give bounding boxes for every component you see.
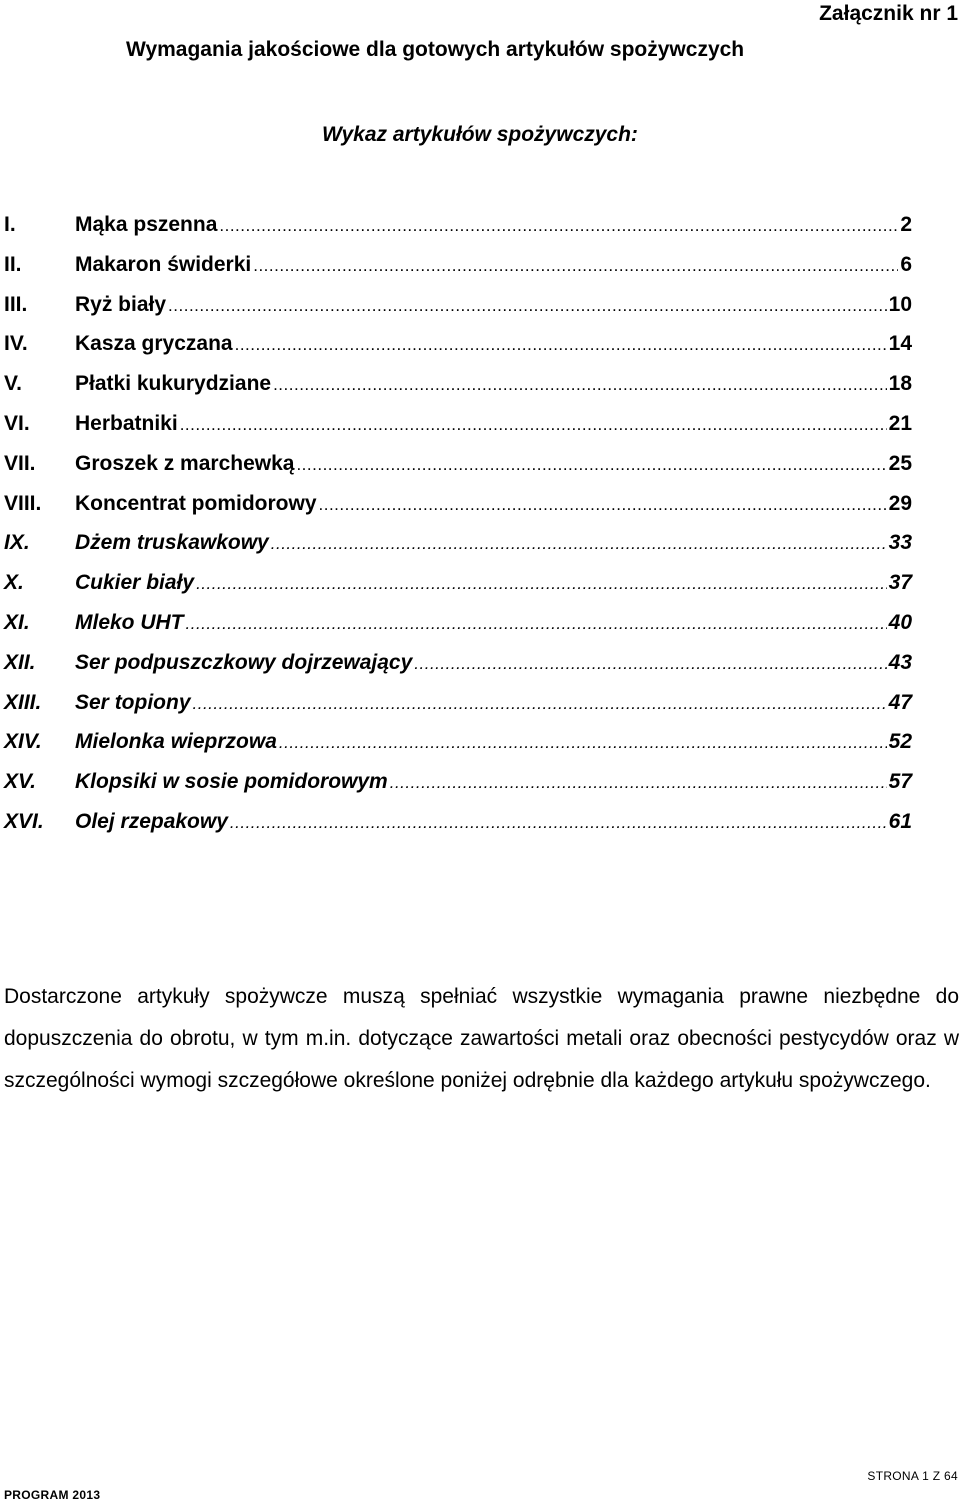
dot-leader bbox=[193, 694, 887, 714]
toc-page-number: 37 bbox=[888, 571, 912, 595]
toc-number: XI. bbox=[4, 610, 30, 634]
toc-label: Mleko UHT bbox=[75, 610, 184, 634]
dot-leader bbox=[180, 415, 887, 435]
toc-page-number: 52 bbox=[888, 730, 912, 754]
toc-label: Kasza gryczana bbox=[75, 332, 233, 356]
toc-number: XIV. bbox=[4, 730, 42, 754]
toc-page-number: 2 bbox=[900, 213, 912, 236]
toc-entry[interactable] bbox=[4, 810, 912, 850]
toc-label: Groszek z marchewką bbox=[75, 451, 295, 475]
dot-leader bbox=[168, 296, 887, 316]
dot-leader bbox=[319, 495, 887, 515]
dot-leader bbox=[279, 733, 887, 753]
toc-page-number: 29 bbox=[888, 491, 912, 515]
document-title: Wymagania jakościowe dla gotowych artykułów spożywczych bbox=[126, 38, 745, 61]
toc-entry[interactable] bbox=[4, 730, 912, 770]
toc-page-number: 18 bbox=[888, 372, 912, 396]
table-of-contents bbox=[4, 213, 912, 850]
toc-number: I. bbox=[4, 213, 16, 236]
toc-entry[interactable] bbox=[4, 452, 912, 492]
toc-label: Ser podpuszczkowy dojrzewający bbox=[75, 650, 413, 674]
toc-number: V. bbox=[4, 372, 22, 396]
toc-number: VII. bbox=[4, 451, 36, 475]
toc-number: III. bbox=[4, 292, 28, 316]
toc-number: XIII. bbox=[4, 690, 42, 714]
dot-leader bbox=[296, 455, 886, 475]
toc-page-number: 14 bbox=[888, 332, 912, 356]
toc-page-number: 33 bbox=[888, 531, 912, 555]
toc-entry[interactable] bbox=[4, 531, 912, 571]
toc-number: II. bbox=[4, 252, 22, 276]
toc-page-number: 6 bbox=[900, 252, 912, 276]
dot-leader bbox=[219, 216, 898, 236]
toc-entry[interactable] bbox=[4, 253, 912, 293]
requirements-paragraph: Dostarczone artykuły spożywcze muszą spełniać wszystkie wymagania prawne niezbędne do dopuszczenia do obrotu, w tym m.in. dotyczące zawartości metali oraz obecności pestycydów oraz w szczególności wymogi szczegółowe określone poniżej odrębnie dla każdego artykułu spożywczego. bbox=[4, 985, 959, 1092]
toc-label: Mielonka wieprzowa bbox=[75, 730, 277, 754]
toc-entry[interactable] bbox=[4, 213, 912, 253]
toc-label: Herbatniki bbox=[75, 411, 178, 435]
toc-entry[interactable] bbox=[4, 492, 912, 532]
toc-page-number: 43 bbox=[888, 650, 912, 674]
toc-entry[interactable] bbox=[4, 332, 912, 372]
toc-page-number: 47 bbox=[888, 690, 912, 714]
toc-label: Mąka pszenna bbox=[75, 213, 218, 236]
footer-page-number: STRONA 1 Z 64 bbox=[867, 1469, 958, 1483]
toc-page-number: 57 bbox=[888, 770, 912, 794]
toc-label: Koncentrat pomidorowy bbox=[75, 491, 317, 515]
toc-entry[interactable] bbox=[4, 571, 912, 611]
dot-leader bbox=[196, 574, 887, 594]
toc-number: VIII. bbox=[4, 491, 42, 515]
toc-page-number: 61 bbox=[888, 809, 912, 833]
list-heading: Wykaz artykułów spożywczych: bbox=[322, 123, 638, 146]
dot-leader bbox=[414, 654, 886, 674]
toc-number: XVI. bbox=[4, 809, 44, 833]
toc-number: VI. bbox=[4, 411, 30, 435]
toc-number: IX. bbox=[4, 531, 30, 555]
toc-entry[interactable] bbox=[4, 611, 912, 651]
toc-label: Płatki kukurydziane bbox=[75, 372, 272, 396]
toc-number: X. bbox=[4, 571, 24, 595]
toc-entry[interactable] bbox=[4, 412, 912, 452]
toc-label: Ryż biały bbox=[75, 292, 167, 316]
toc-number: IV. bbox=[4, 332, 28, 356]
toc-entry[interactable] bbox=[4, 691, 912, 731]
toc-label: Makaron świderki bbox=[75, 252, 252, 276]
toc-entry[interactable] bbox=[4, 293, 912, 333]
dot-leader bbox=[235, 335, 887, 355]
footer-program: PROGRAM 2013 bbox=[4, 1488, 101, 1502]
toc-entry[interactable] bbox=[4, 651, 912, 691]
attachment-label: Załącznik nr 1 bbox=[819, 2, 958, 25]
toc-label: Cukier biały bbox=[75, 571, 195, 595]
toc-page-number: 10 bbox=[888, 292, 912, 316]
toc-entry[interactable] bbox=[4, 372, 912, 412]
toc-page-number: 25 bbox=[888, 451, 912, 475]
dot-leader bbox=[390, 773, 887, 793]
dot-leader bbox=[253, 256, 898, 276]
toc-number: XII. bbox=[4, 650, 36, 674]
toc-page-number: 40 bbox=[888, 610, 912, 634]
dot-leader bbox=[273, 375, 887, 395]
toc-label: Olej rzepakowy bbox=[75, 809, 228, 833]
dot-leader bbox=[186, 614, 887, 634]
toc-entry[interactable] bbox=[4, 770, 912, 810]
toc-label: Klopsiki w sosie pomidorowym bbox=[75, 770, 388, 794]
toc-label: Dżem truskawkowy bbox=[75, 531, 269, 555]
toc-page-number: 21 bbox=[888, 411, 912, 435]
dot-leader bbox=[230, 813, 887, 833]
dot-leader bbox=[271, 534, 887, 554]
toc-label: Ser topiony bbox=[75, 690, 191, 714]
toc-number: XV. bbox=[4, 770, 36, 794]
